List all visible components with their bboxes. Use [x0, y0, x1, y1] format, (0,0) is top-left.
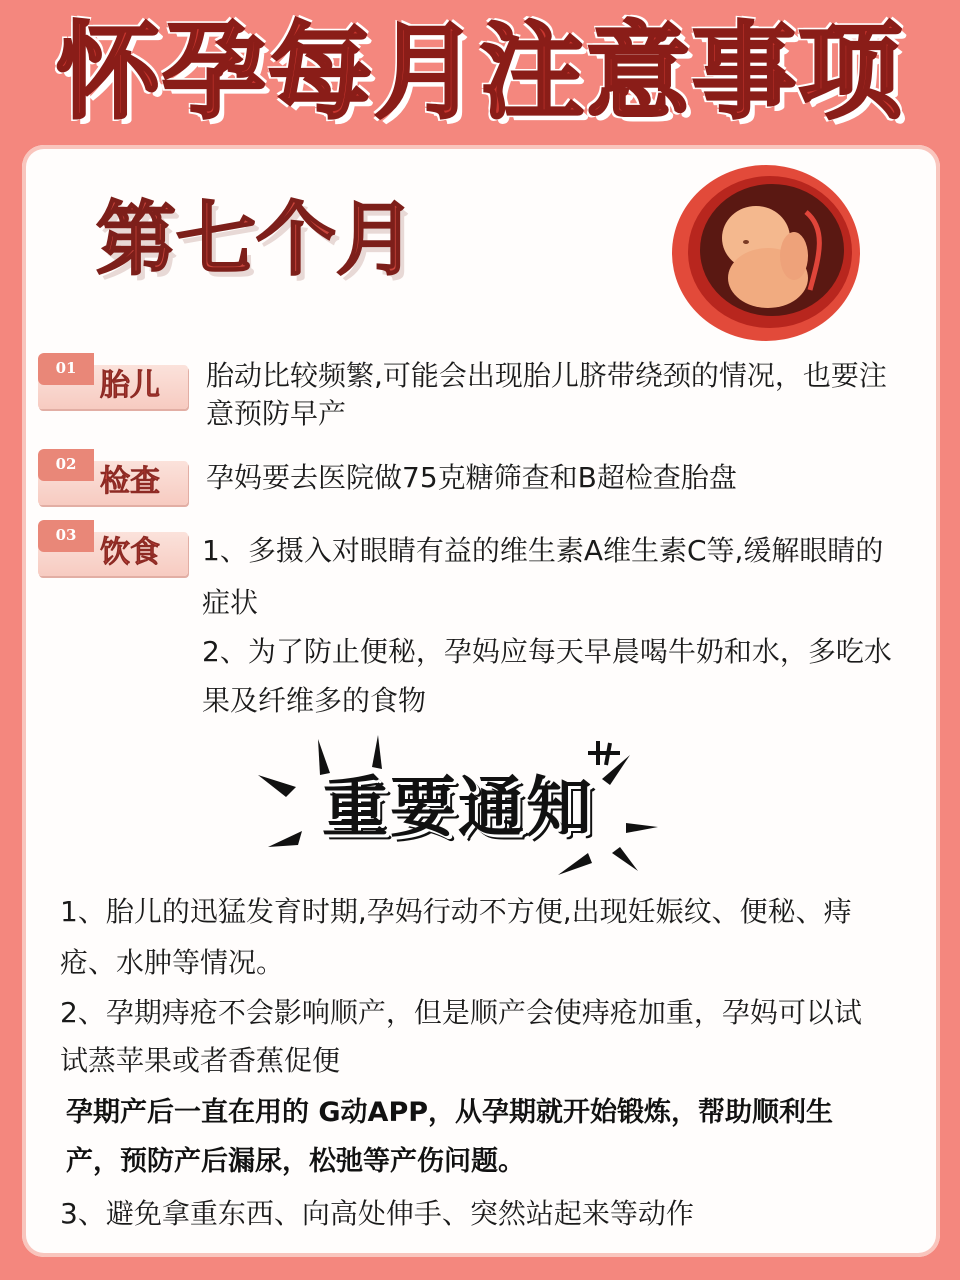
section-text-diet-4: 果及纤维多的食物	[202, 684, 427, 717]
tag-label: 饮食	[100, 535, 160, 570]
notice-line-2: 疮、水肿等情况。	[60, 946, 285, 979]
section-text-fetus-2: 意预防早产	[206, 397, 347, 430]
notice-line-3: 2、孕期痔疮不会影响顺产，但是顺产会使痔疮加重，孕妈可以试	[60, 996, 862, 1029]
section-tag-diet	[38, 520, 188, 578]
fetus-illustration	[668, 160, 864, 346]
tag-number: 01	[38, 353, 94, 385]
notice-label: 重要通知	[322, 769, 594, 846]
tag-number: 02	[38, 449, 94, 481]
notice-line-6: 产，预防产后漏尿，松弛等产伤问题。	[66, 1146, 525, 1177]
month-title: 第七个月	[96, 193, 416, 286]
section-text-checkup: 孕妈要去医院做75克糖筛查和B超检查胎盘	[206, 461, 737, 494]
notice-line-1: 1、胎儿的迅猛发育时期,孕妈行动不方便,出现妊娠纹、便秘、痔	[60, 895, 852, 928]
section-text-diet-1: 1、多摄入对眼睛有益的维生素A维生素C等,缓解眼睛的	[202, 534, 884, 567]
section-tag-fetus	[38, 353, 188, 411]
section-text-diet-2: 症状	[202, 586, 259, 619]
notice-line-4: 试蒸苹果或者香蕉促便	[60, 1044, 341, 1077]
tag-label: 胎儿	[100, 368, 160, 403]
tag-number: 03	[38, 520, 94, 552]
notice-line-7: 3、避免拿重东西、向高处伸手、突然站起来等动作	[60, 1197, 694, 1230]
section-text-diet-3: 2、为了防止便秘，孕妈应每天早晨喝牛奶和水，多吃水	[202, 635, 892, 668]
tag-label: 检查	[100, 464, 160, 499]
notice-line-5: 孕期产后一直在用的 G动APP，从孕期就开始锻炼，帮助顺利生	[66, 1097, 834, 1128]
section-text-fetus-1: 胎动比较频繁,可能会出现胎儿脐带绕颈的情况，也要注	[206, 359, 887, 392]
notice-badge	[258, 735, 668, 885]
page-title: 怀孕每月注意事项	[55, 11, 904, 133]
section-tag-checkup	[38, 449, 188, 507]
